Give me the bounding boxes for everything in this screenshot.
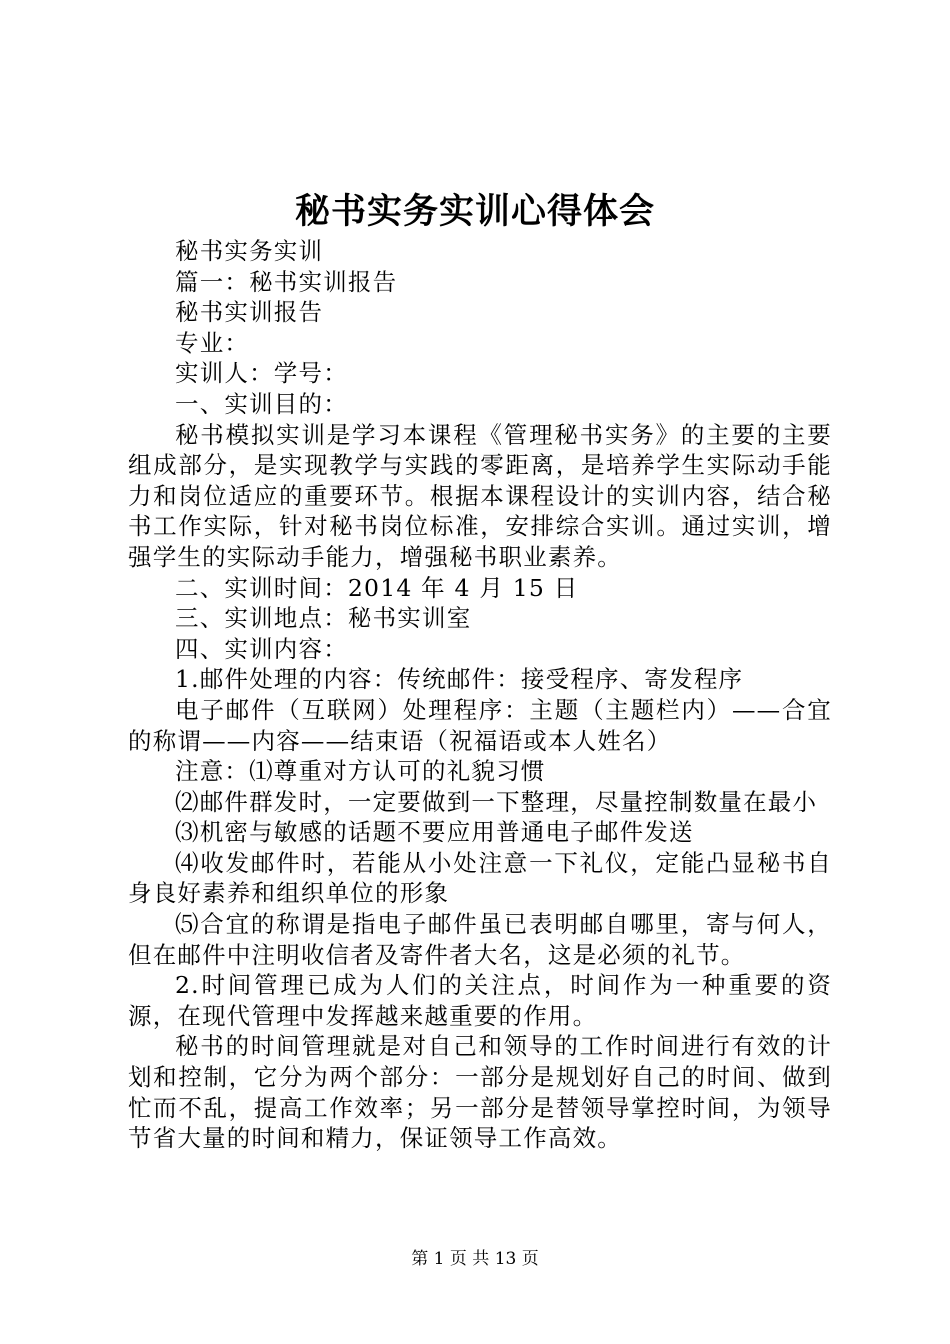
- paragraph: 秘书模拟实训是学习本课程《管理秘书实务》的主要的主要组成部分，是实现教学与实践的零距离，是培养学生实际动手能力和岗位适应的重要环节。根据本课程设计的实训内容，结合秘书工作实际，针对秘书岗位标准，安排综合实训。通过实训，增强学生的实际动手能力，增强秘书职业素养。: [128, 420, 832, 571]
- paragraph: 篇一：秘书实训报告: [175, 267, 398, 296]
- paragraph: 2.时间管理已成为人们的关注点，时间作为一种重要的资源，在现代管理中发挥越来越重要的作用。: [128, 971, 832, 1030]
- paragraph: 电子邮件（互联网）处理程序：主题（主题栏内）——合宜的称谓——内容——结束语（祝福语或本人姓名）: [128, 695, 832, 755]
- section-heading: 二、实训时间：2014 年 4 月 15 日: [175, 573, 579, 602]
- page-footer: 第 1 页 共 13 页: [411, 1249, 539, 1269]
- section-heading: 三、实训地点：秘书实训室: [175, 604, 472, 633]
- document-title: 秘书实务实训心得体会: [294, 191, 655, 232]
- paragraph: 秘书实务实训: [175, 237, 324, 265]
- section-heading: 一、实训目的：: [175, 389, 348, 418]
- paragraph: 秘书的时间管理就是对自己和领导的工作时间进行有效的计划和控制，它分为两个部分：一部分是规划好自己的时间、做到忙而不乱，提高工作效率；另一部分是替领导掌控时间，为领导节省大量的时间和精力，保证领导工作高效。: [128, 1032, 832, 1153]
- section-heading: 四、实训内容：: [175, 634, 348, 663]
- paragraph: ⑵邮件群发时，一定要做到一下整理，尽量控制数量在最小: [175, 787, 818, 816]
- paragraph: 1.邮件处理的内容：传统邮件：接受程序、寄发程序: [175, 665, 744, 694]
- document-body: [128, 236, 832, 1154]
- paragraph: 注意：⑴尊重对方认可的礼貌习惯: [175, 757, 546, 786]
- paragraph: 实训人：学号：: [175, 359, 348, 388]
- paragraph: 秘书实训报告: [175, 298, 324, 327]
- paragraph: 专业：: [175, 328, 250, 357]
- paragraph: ⑸合宜的称谓是指电子邮件虽已表明邮自哪里，寄与何人，但在邮件中注明收信者及寄件者大名，这是必须的礼节。: [128, 910, 832, 969]
- paragraph: ⑶机密与敏感的话题不要应用普通电子邮件发送: [175, 818, 694, 847]
- paragraph: ⑷收发邮件时，若能从小处注意一下礼仪，定能凸显秘书自身良好素养和组织单位的形象: [128, 848, 832, 908]
